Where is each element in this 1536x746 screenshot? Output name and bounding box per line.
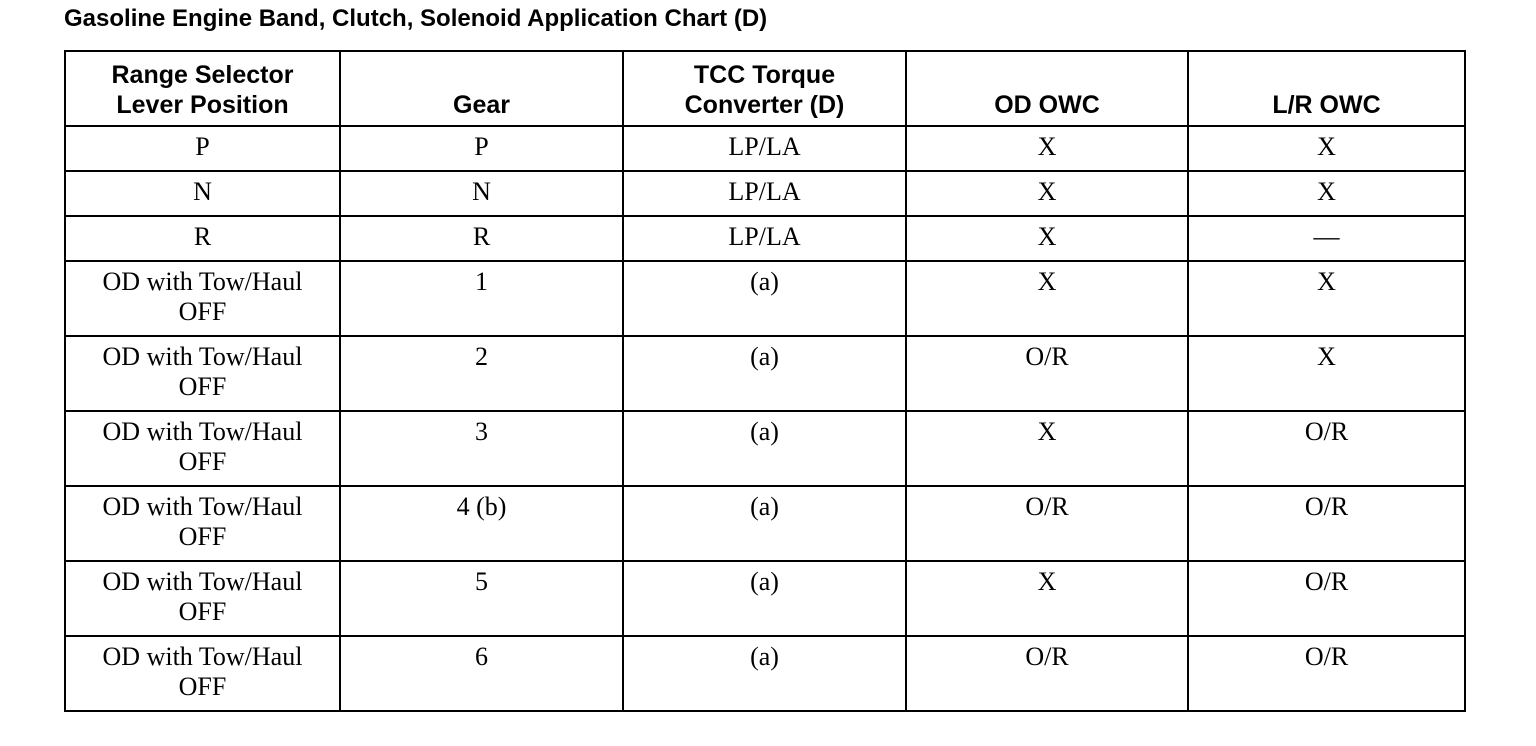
cell-value: X bbox=[1037, 417, 1057, 446]
header-od-owc bbox=[906, 51, 1188, 126]
application-chart-table bbox=[64, 50, 1466, 712]
gear-cell bbox=[340, 216, 623, 261]
tcc-cell bbox=[623, 336, 906, 411]
od-owc-cell bbox=[906, 486, 1188, 561]
lr-owc-cell bbox=[1188, 486, 1465, 561]
page-title: Gasoline Engine Band, Clutch, Solenoid Application Chart (D) bbox=[64, 5, 768, 32]
cell-value: X bbox=[1037, 567, 1057, 596]
cell-value: OD with Tow/Haul OFF bbox=[102, 492, 303, 551]
gear-cell bbox=[340, 126, 623, 171]
cell-value: 5 bbox=[475, 567, 488, 596]
cell-value: 3 bbox=[475, 417, 488, 446]
gear-cell bbox=[340, 561, 623, 636]
gear-cell bbox=[340, 336, 623, 411]
gear-cell bbox=[340, 411, 623, 486]
od-owc-cell bbox=[906, 336, 1188, 411]
cell-value: X bbox=[1317, 342, 1336, 371]
range-selector-cell bbox=[65, 261, 340, 336]
cell-value: N bbox=[193, 177, 212, 206]
cell-value: (a) bbox=[750, 642, 779, 671]
cell-value: X bbox=[1037, 177, 1057, 206]
cell-value: OD with Tow/Haul OFF bbox=[102, 342, 303, 401]
cell-value: O/R bbox=[1304, 492, 1349, 521]
lr-owc-cell bbox=[1188, 336, 1465, 411]
cell-value: X bbox=[1317, 267, 1336, 296]
header-label: OD OWC bbox=[994, 91, 1100, 119]
cell-value: O/R bbox=[1304, 642, 1349, 671]
cell-value: 1 bbox=[475, 267, 488, 296]
cell-value: P bbox=[474, 132, 489, 161]
range-selector-cell bbox=[65, 561, 340, 636]
range-selector-cell bbox=[65, 216, 340, 261]
gear-cell bbox=[340, 261, 623, 336]
header-label: Gear bbox=[453, 91, 510, 119]
header-label: Range Selector Lever Position bbox=[111, 61, 294, 119]
cell-value: 6 bbox=[475, 642, 488, 671]
cell-value: R bbox=[193, 222, 212, 251]
cell-value: LP/LA bbox=[728, 177, 801, 206]
gear-cell bbox=[340, 171, 623, 216]
cell-value: P bbox=[195, 132, 210, 161]
table-row bbox=[65, 171, 1465, 216]
tcc-cell bbox=[623, 261, 906, 336]
range-selector-cell bbox=[65, 126, 340, 171]
cell-value: R bbox=[472, 222, 491, 251]
cell-value: X bbox=[1317, 132, 1336, 161]
range-selector-cell bbox=[65, 636, 340, 711]
header-lr-owc bbox=[1188, 51, 1465, 126]
cell-value: X bbox=[1037, 267, 1057, 296]
od-owc-cell bbox=[906, 636, 1188, 711]
cell-value: LP/LA bbox=[728, 222, 801, 251]
tcc-cell bbox=[623, 216, 906, 261]
cell-value: O/R bbox=[1304, 417, 1349, 446]
cell-value: LP/LA bbox=[728, 132, 801, 161]
range-selector-cell bbox=[65, 171, 340, 216]
cell-value: OD with Tow/Haul OFF bbox=[102, 417, 303, 476]
cell-value: O/R bbox=[1304, 567, 1349, 596]
table-row bbox=[65, 126, 1465, 171]
od-owc-cell bbox=[906, 126, 1188, 171]
header-label: L/R OWC bbox=[1272, 91, 1381, 119]
lr-owc-cell bbox=[1188, 411, 1465, 486]
gear-cell bbox=[340, 636, 623, 711]
table-row bbox=[65, 486, 1465, 561]
range-selector-cell bbox=[65, 336, 340, 411]
od-owc-cell bbox=[906, 216, 1188, 261]
lr-owc-cell bbox=[1188, 561, 1465, 636]
cell-value: X bbox=[1037, 222, 1057, 251]
gear-cell bbox=[340, 486, 623, 561]
od-owc-cell bbox=[906, 261, 1188, 336]
tcc-cell bbox=[623, 486, 906, 561]
table-row bbox=[65, 636, 1465, 711]
cell-value: (a) bbox=[750, 567, 779, 596]
range-selector-cell bbox=[65, 411, 340, 486]
table-row bbox=[65, 561, 1465, 636]
header-tcc-torque-converter bbox=[623, 51, 906, 126]
tcc-cell bbox=[623, 411, 906, 486]
header-label: TCC Torque Converter (D) bbox=[684, 61, 845, 119]
cell-value: 4 (b) bbox=[456, 492, 507, 521]
cell-value: OD with Tow/Haul OFF bbox=[102, 267, 303, 326]
cell-value: X bbox=[1037, 132, 1057, 161]
cell-value: — bbox=[1313, 222, 1340, 251]
tcc-cell bbox=[623, 636, 906, 711]
table-row bbox=[65, 336, 1465, 411]
lr-owc-cell bbox=[1188, 171, 1465, 216]
od-owc-cell bbox=[906, 171, 1188, 216]
table-body bbox=[65, 126, 1465, 711]
table-row bbox=[65, 411, 1465, 486]
header-range-selector bbox=[65, 51, 340, 126]
tcc-cell bbox=[623, 126, 906, 171]
cell-value: (a) bbox=[750, 417, 779, 446]
range-selector-cell bbox=[65, 486, 340, 561]
tcc-cell bbox=[623, 561, 906, 636]
cell-value: O/R bbox=[1025, 642, 1069, 671]
lr-owc-cell bbox=[1188, 216, 1465, 261]
cell-value: (a) bbox=[750, 267, 779, 296]
cell-value: N bbox=[472, 177, 491, 206]
od-owc-cell bbox=[906, 411, 1188, 486]
cell-value: O/R bbox=[1025, 492, 1069, 521]
cell-value: (a) bbox=[750, 492, 779, 521]
cell-value: (a) bbox=[750, 342, 779, 371]
table-row bbox=[65, 216, 1465, 261]
lr-owc-cell bbox=[1188, 126, 1465, 171]
lr-owc-cell bbox=[1188, 636, 1465, 711]
header-row bbox=[65, 51, 1465, 126]
cell-value: OD with Tow/Haul OFF bbox=[102, 567, 303, 626]
header-gear bbox=[340, 51, 623, 126]
cell-value: O/R bbox=[1025, 342, 1069, 371]
table-row bbox=[65, 261, 1465, 336]
cell-value: OD with Tow/Haul OFF bbox=[102, 642, 303, 701]
cell-value: 2 bbox=[475, 342, 488, 371]
lr-owc-cell bbox=[1188, 261, 1465, 336]
cell-value: X bbox=[1317, 177, 1336, 206]
od-owc-cell bbox=[906, 561, 1188, 636]
tcc-cell bbox=[623, 171, 906, 216]
